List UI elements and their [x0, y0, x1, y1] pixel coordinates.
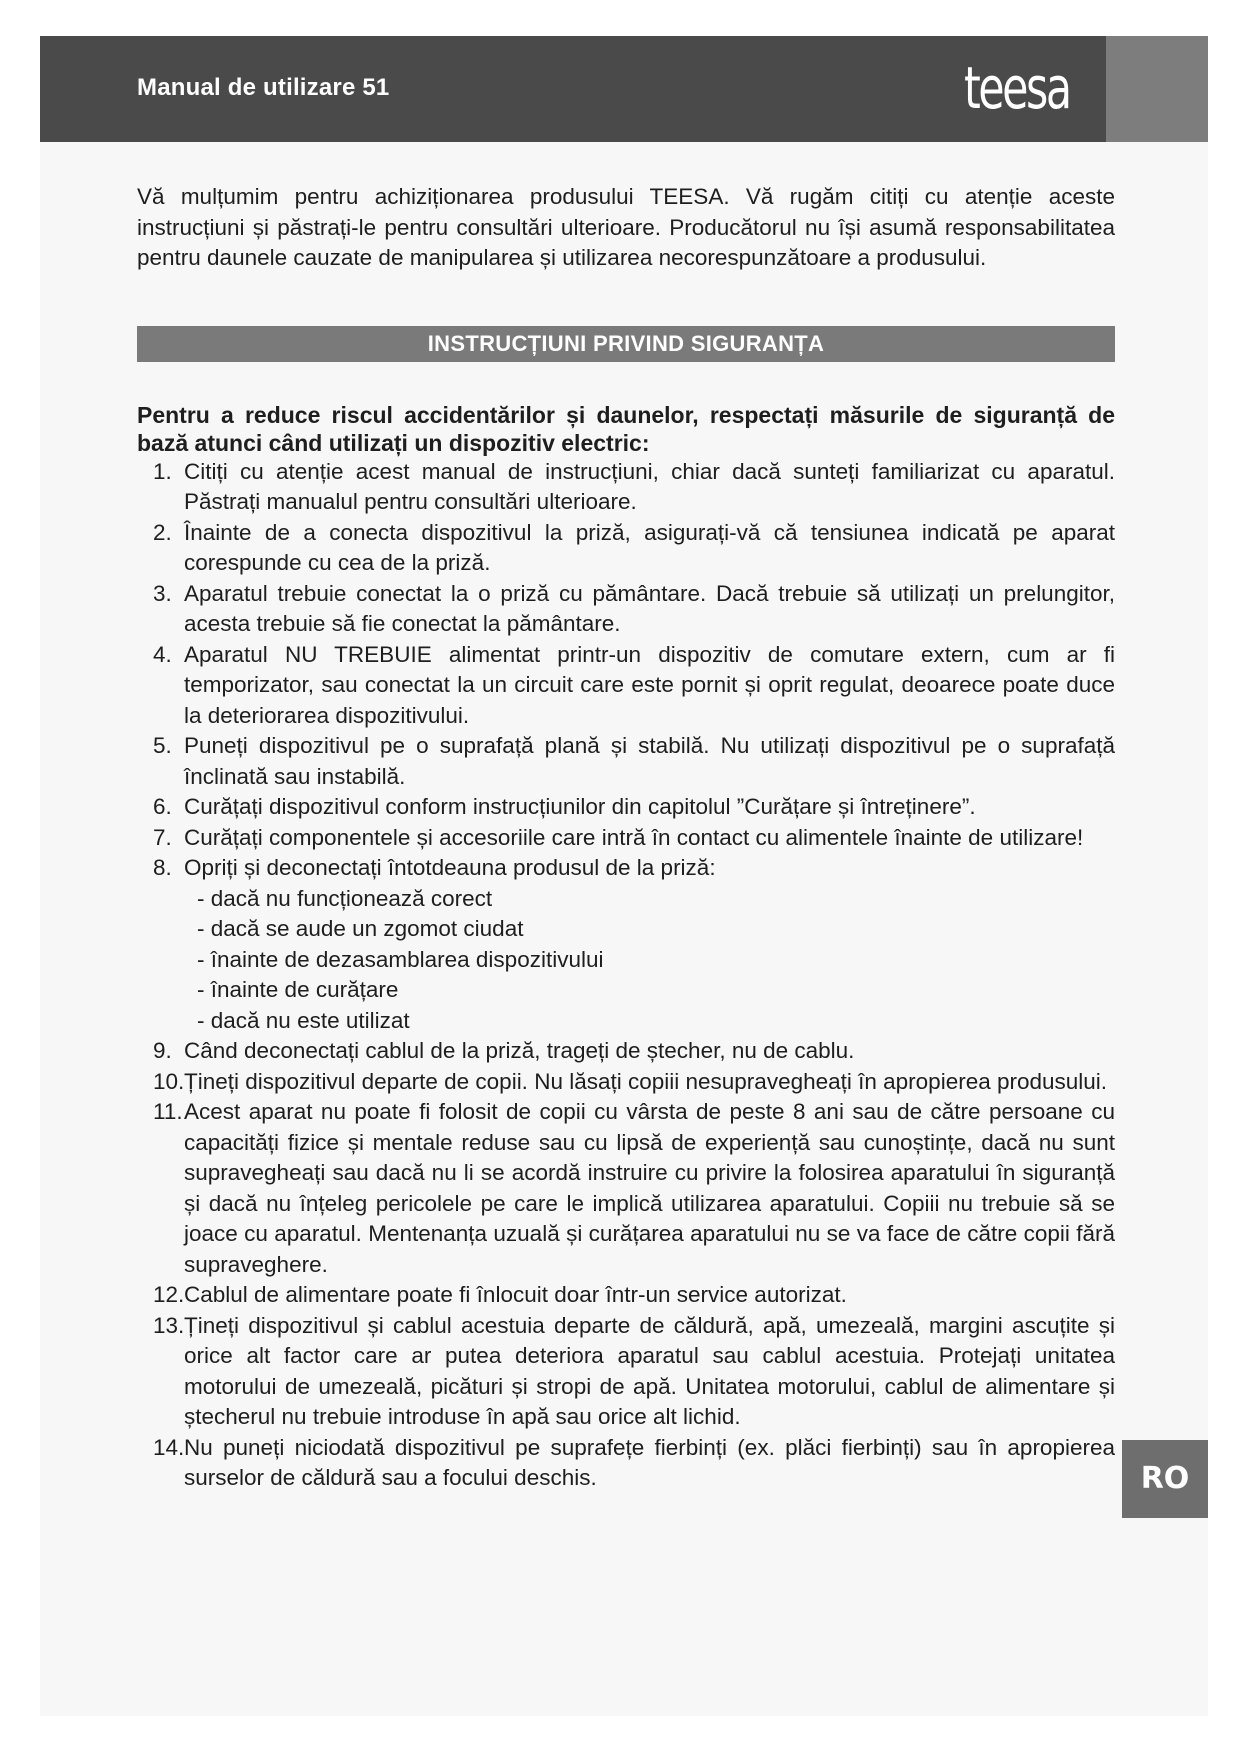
list-item: 4. Aparatul NU TREBUIE alimentat printr-un dispozitiv de comutare extern, cum ar fi temporizator, sau conectat la un circuit care este pornit și oprit regulat, deoarece poate duce la deteriorarea dispozitivului. [153, 641, 1115, 728]
section-heading: INSTRUCȚIUNI PRIVIND SIGURANȚA [137, 326, 1115, 362]
list-item: 1. Citiți cu atenție acest manual de instrucțiuni, chiar dacă sunteți familiarizat cu aparatul. Păstrați manualul pentru consultări ulterioare. [153, 458, 1115, 514]
main-content [137, 182, 1115, 1494]
list-item: 10. Țineți dispozitivul departe de copii. Nu lăsați copiii nesupravegheați în apropierea produsului. [153, 1068, 1108, 1094]
list-item: 2. Înainte de a conecta dispozitivul la priză, asigurați-vă că tensiunea indicată pe aparat corespunde cu cea de la priză. [153, 519, 1115, 575]
rule8-sub-item: - înainte de dezasamblarea dispozitivului [197, 946, 604, 972]
list-item: 5. Puneți dispozitivul pe o suprafață plană și stabilă. Nu utilizați dispozitivul pe o suprafață înclinată sau instabilă. [153, 733, 1115, 789]
manual-title: Manual de utilizare 51 [137, 74, 390, 101]
page-header [40, 36, 1208, 142]
list-item: 3. Aparatul trebuie conectat la o priză cu pământare. Dacă trebuie să utilizați un prelungitor, acesta trebuie să fie conectat la pământare. [153, 580, 1115, 636]
list-item: 14. Nu puneți niciodată dispozitivul pe suprafețe fierbinți (ex. plăci fierbinți) sau în apropierea surselor de căldură sau a focului deschis. [153, 1434, 1115, 1490]
teesa-logo: teesa [964, 54, 1070, 122]
list-item: 11. Acest aparat nu poate fi folosit de copii cu vârsta de peste 8 ani sau de către persoane cu capacități fizice și mentale reduse sau cu lipsă de experiență sau cunoștințe, dacă nu sunt supravegheați sau dacă nu li se acordă instruire cu privire la folosirea aparatului în siguranță și dacă nu înțeleg pericolele pe care le implică utilizarea aparatului. Copiii nu trebuie să se joace cu aparatul. Mentenanța uzuală și curățarea aparatului nu se va face de către copii fără supraveghere. [153, 1099, 1115, 1277]
rule8-sub-item: - înainte de curățare [197, 977, 399, 1002]
list-item: 7. Curățați componentele și accesoriile care intră în contact cu alimentele înainte de utilizare! [153, 824, 1084, 850]
list-item: 9. Când deconectați cablul de la priză, trageți de ștecher, nu de cablu. [153, 1038, 855, 1063]
safety-rules-list [137, 457, 1115, 1494]
list-item: 8. Opriți și deconectați întotdeauna produsul de la priză: - dacă nu funcționează corect - dacă se aude un zgomot ciudat - înainte de dezasamblarea dispozitivului - înainte de curățare - dacă nu este utilizat [137, 853, 1115, 1036]
list-item: 12. Cablul de alimentare poate fi înlocuit doar într-un service autorizat. [153, 1282, 847, 1307]
rule8-sub-item: - dacă nu este utilizat [197, 1007, 410, 1033]
rule8-sub-item: - dacă nu funcționează corect [197, 885, 493, 911]
header-accent-block [1106, 36, 1208, 142]
list-item: 6. Curățați dispozitivul conform instrucțiunilor din capitolul ”Curățare și întreținere”. [153, 794, 976, 819]
language-badge: RO [1122, 1440, 1208, 1518]
rule8-sub-item: - dacă se aude un zgomot ciudat [197, 916, 524, 941]
safety-lead: Pentru a reduce riscul accidentărilor și daunelor, respectați măsurile de siguranță de bază atunci când utilizați un dispozitiv electric: [137, 401, 1115, 456]
intro-paragraph: Vă mulțumim pentru achiziționarea produsului TEESA. Vă rugăm citiți cu atenție aceste instrucțiuni și păstrați-le pentru consultări ulterioare. Producătorul nu își asumă responsabilitatea pentru daunele cauzate de manipularea și utilizarea necorespunzătoare a produsului. [137, 184, 1115, 270]
list-item: 13. Țineți dispozitivul și cablul acestuia departe de căldură, apă, umezeală, margini ascuțite și orice alt factor care ar putea deteriora aparatul sau cablul acestuia. Protejați unitatea motorului de umezeală, picături și stropi de apă. Unitatea motorului, cablul de alimentare și ștecherul nu trebuie introduse în apă sau orice alt lichid. [153, 1312, 1115, 1429]
